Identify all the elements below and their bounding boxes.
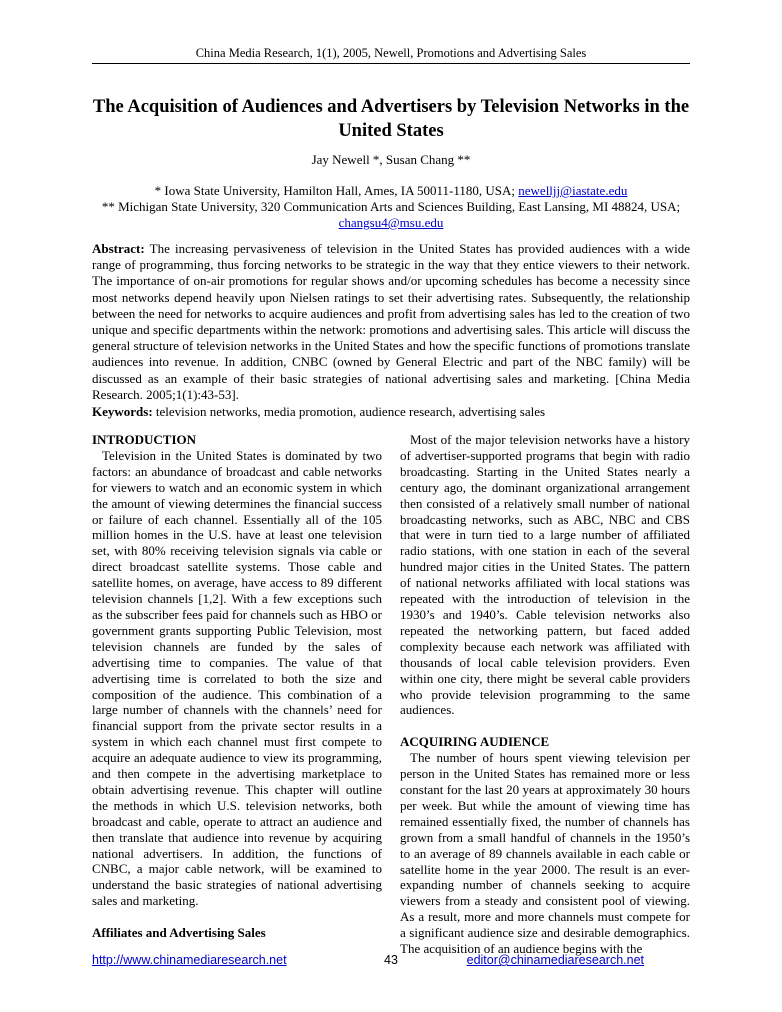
email-link-2[interactable]: changsu4@msu.edu bbox=[338, 215, 444, 230]
section-heading-acquiring-audience: ACQUIRING AUDIENCE bbox=[400, 734, 550, 750]
abstract bbox=[92, 241, 690, 403]
keywords-label: Keywords: bbox=[92, 404, 153, 419]
running-head: China Media Research, 1(1), 2005, Newell, Promotions and Advertising Sales bbox=[195, 46, 587, 60]
paper-title: The Acquisition of Audiences and Advertisers by Television Networks in the United States bbox=[92, 97, 690, 141]
email-link-1[interactable]: newelljj@iastate.edu bbox=[518, 183, 628, 198]
history-paragraph: Most of the major television networks have a history of advertiser-supported programs that begin with radio broadcasting. Starting in the United States nearly a century ago, the dominant organizational arrangement then consisted of a relatively small number of national broadcasting networks, such as ABC, NBC and CBS that were in turn tied to a large number of affiliated radio stations, with one station in each of the several hundred major cities in the United States. The pattern of national networks affiliated with local stations was repeated with the introduction of television in the 1930’s and 1940’s. Cable television networks also repeated the networking pattern, but faced added complexity because each network was affiliated with thousands of local cable television providers. Even within one city, there might be several cable providers who provide television programming to the same audiences. bbox=[400, 432, 690, 718]
abstract-text: The increasing pervasiveness of television in the United States has provided audiences with a wide range of programming, thus forcing networks to be strategic in the way that they entice viewers to their network. The importance of on-air promotions for regular shows and/or upcoming schedules has become a necessity since most networks depend heavily upon Nielsen ratings to set their advertising rates. Subsequently, the relationship between the need for networks to acquire audiences and profit from advertising sales has led to the creation of two unique and specific departments within the network: promotions and advertising sales. This article will discuss the general structure of television networks in the United States and how the specific functions of promotions translate audiences into revenue. In addition, CNBC (owned by General Electric and part of the NBC family) will be discussed as an example of their basic strategies of national advertising sales and marketing. [China Media Research. 2005;1(1):43-53]. bbox=[92, 241, 691, 402]
keywords bbox=[92, 404, 690, 420]
acquiring-audience-paragraph: The number of hours spent viewing television per person in the United States has remained more or less constant for the last 20 years at approximately 30 hours per week. But while the amount of viewing time has remained essentially fixed, the number of channels has grown from a small handful of channels in the 1950’s to an average of 89 channels available in each cable or satellite home in the year 2000. The result is an ever-expanding number of channels seeking to acquire viewers from a steady and consistent pool of viewing. As a result, more and more channels must compete for a significant audience size and desirable demographics. The acquisition of an audience begins with the bbox=[400, 750, 690, 957]
editor-email-link[interactable]: editor@chinamediaresearch.net bbox=[466, 953, 644, 967]
page-number: 43 bbox=[384, 953, 398, 967]
left-column bbox=[92, 432, 382, 941]
affiliations bbox=[92, 183, 690, 231]
affiliation-2-text: ** Michigan State University, 320 Communication Arts and Sciences Building, East Lansing, MI 48824, USA; bbox=[101, 199, 681, 214]
abstract-label: Abstract: bbox=[92, 241, 145, 256]
right-column bbox=[400, 432, 690, 957]
keywords-text: television networks, media promotion, audience research, advertising sales bbox=[155, 404, 546, 419]
introduction-paragraph: Television in the United States is dominated by two factors: an abundance of broadcast and cable networks for viewers to watch and an economic system in which the amount of viewing determines the financial success or failure of each channel. Essentially all of the 105 million homes in the U.S. have at least one television set, with 80% receiving television signals via cable or direct broadcast satellite systems. Those cable and satellite homes, on average, have access to 89 different television channels [1,2]. With a few exceptions such as the subscriber fees paid for channels such as HBO or government grants supporting Public Television, most television channels are funded by the sales of advertising time to companies. The value of that advertising time is correlated to both the size and composition of the audience. This combination of a large number of channels with the channels’ need for financial support from the private sector results in a system in which each channel must first compete to acquire an adequate audience to view its programming, and then compete in the advertising marketplace to obtain advertising revenue. This chapter will outline the methods in which U.S. television networks, both broadcast and cable, operate to attract an audience and then translate that audience into revenue by acquiring national advertisers. In addition, the functions of CNBC, a major cable network, will be examined to understand the basic strategies of national advertising sales and marketing. bbox=[92, 447, 382, 909]
section-heading-affiliates: Affiliates and Advertising Sales bbox=[92, 925, 266, 941]
header-rule bbox=[92, 63, 690, 64]
affiliation-1-text: * Iowa State University, Hamilton Hall, Ames, IA 50011-1180, USA; bbox=[154, 183, 516, 198]
section-heading-introduction: INTRODUCTION bbox=[92, 432, 197, 447]
affiliation-1 bbox=[92, 183, 690, 199]
affiliation-2 bbox=[92, 199, 690, 231]
website-link[interactable]: http://www.chinamediaresearch.net bbox=[92, 953, 287, 967]
authors: Jay Newell *, Susan Chang ** bbox=[311, 152, 471, 167]
